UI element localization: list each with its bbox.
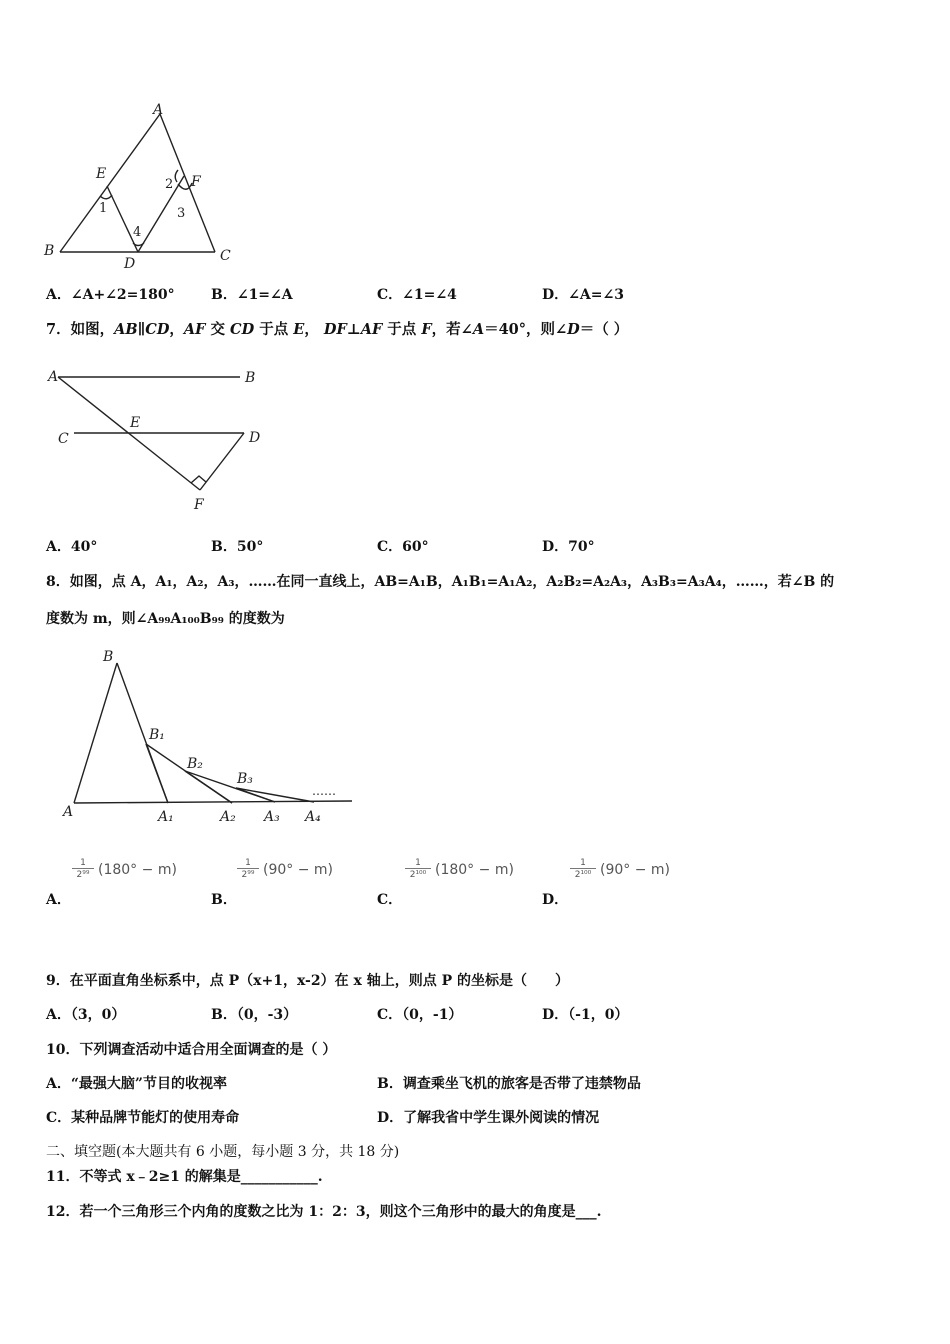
fraction-bar — [405, 868, 431, 869]
label-a4: A₄ — [305, 809, 321, 825]
segment-ab — [74, 663, 117, 803]
fraction-bar — [72, 868, 94, 869]
label-f: F — [194, 497, 204, 513]
label-b3: B₃ — [237, 771, 253, 787]
label-angle-2: 2 — [165, 177, 174, 192]
label-a3: A₃ — [264, 809, 280, 825]
fraction-bar — [570, 868, 596, 869]
label-d: D — [249, 430, 261, 446]
option-expression: (180° − m) — [98, 862, 177, 878]
label-continuation-dots: …… — [312, 784, 336, 798]
angle-1-arc — [100, 195, 112, 199]
option-expression: (90° − m) — [600, 862, 671, 878]
segment-b3a3 — [236, 788, 275, 802]
q6-option-a[interactable]: A．∠A+∠2=180° — [46, 287, 175, 303]
label-angle-4: 4 — [133, 225, 142, 240]
q10-stem: 10．下列调查活动中适合用全面调查的是（ ） — [46, 1042, 337, 1058]
option-letter: C． — [377, 892, 403, 908]
q8-stem-line1: 8．如图，点 A，A₁，A₂，A₃，……在同一直线上，AB=A₁B，A₁B₁=A₁A₂，A₂B₂=A₂A₃，A₃B₃=A₃A₄，……，若∠B 的 — [46, 574, 835, 590]
parallel-lines-figure-q7 — [44, 360, 274, 515]
segment-b3a4 — [236, 788, 314, 802]
label-a1: A₁ — [158, 809, 174, 825]
q10-option-a[interactable]: A．“最强大脑”节目的收视率 — [46, 1076, 227, 1092]
fraction-numerator: 1 — [580, 858, 586, 868]
line-df — [200, 433, 244, 490]
q9-option-a[interactable]: A．（3，0） — [46, 1007, 126, 1023]
option-letter: A． — [46, 892, 71, 908]
segment-b1a1 — [146, 744, 168, 803]
label-f: F — [191, 174, 201, 190]
q6-option-b[interactable]: B．∠1=∠A — [211, 287, 293, 303]
q9-option-d[interactable]: D．（-1，0） — [542, 1007, 629, 1023]
section-title-fill-in: 二、填空题(本大题共有 6 小题，每小题 3 分，共 18 分) — [46, 1144, 400, 1160]
label-d: D — [124, 256, 136, 272]
fraction-numerator: 1 — [80, 858, 86, 868]
q6-option-d[interactable]: D．∠A=∠3 — [542, 287, 624, 303]
q10-option-d[interactable]: D．了解我省中学生课外阅读的情况 — [377, 1110, 600, 1126]
option-expression: (90° − m) — [263, 862, 334, 878]
fraction-denominator: 2¹⁰⁰ — [409, 870, 427, 880]
triangle-figure-q6 — [40, 100, 240, 272]
q11-text: 11．不等式 x﹣2≥1 的解集是___________. — [46, 1169, 323, 1185]
fraction-denominator: 2⁹⁹ — [241, 870, 255, 880]
q7-option-b[interactable]: B．50° — [211, 539, 264, 555]
q7-stem: 7．如图，AB∥CD，AF 交 CD 于点 E， DF⊥AF 于点 F，若∠A＝40°，则∠D＝（ ） — [46, 321, 629, 338]
label-b: B — [103, 649, 114, 665]
label-c: C — [220, 248, 231, 264]
angle-2-arc — [175, 170, 178, 182]
q9-stem: 9．在平面直角坐标系中，点 P（x+1，x-2）在 x 轴上，则点 P 的坐标是（ ） — [46, 973, 569, 989]
label-a: A — [63, 804, 74, 820]
q7-option-d[interactable]: D．70° — [542, 539, 595, 555]
option-letter: B． — [211, 892, 237, 908]
fraction-bar — [237, 868, 259, 869]
label-a: A — [48, 369, 59, 385]
q6-option-c[interactable]: C．∠1=∠4 — [377, 287, 457, 303]
option-expression: (180° − m) — [435, 862, 514, 878]
label-angle-1: 1 — [99, 201, 108, 216]
q10-option-b[interactable]: B．调查乘坐飞机的旅客是否带了违禁物品 — [377, 1076, 641, 1092]
label-b2: B₂ — [187, 756, 203, 772]
right-angle-mark — [191, 476, 206, 483]
q9-option-c[interactable]: C．（0，-1） — [377, 1007, 463, 1023]
fraction-numerator: 1 — [415, 858, 421, 868]
segment-b2a2 — [185, 771, 232, 803]
q7-option-c[interactable]: C．60° — [377, 539, 429, 555]
side-ab — [60, 114, 160, 252]
label-a: A — [153, 102, 164, 118]
label-a2: A₂ — [220, 809, 236, 825]
fraction-denominator: 2⁹⁹ — [76, 870, 90, 880]
option-letter: D． — [542, 892, 569, 908]
fraction-denominator: 2¹⁰⁰ — [574, 870, 592, 880]
label-b: B — [245, 370, 256, 386]
q9-option-b[interactable]: B．（0，-3） — [211, 1007, 298, 1023]
label-c: C — [58, 431, 69, 447]
fraction-numerator: 1 — [245, 858, 251, 868]
q7-option-a[interactable]: A．40° — [46, 539, 98, 555]
q10-option-c[interactable]: C．某种品牌节能灯的使用寿命 — [46, 1110, 240, 1126]
label-e: E — [130, 415, 141, 431]
label-b: B — [44, 243, 55, 259]
q12-text: 12．若一个三角形三个内角的度数之比为 1：2：3，则这个三角形中的最大的角度是___. — [46, 1204, 602, 1220]
q8-stem-line2: 度数为 m，则∠A₉₉A₁₀₀B₉₉ 的度数为 — [46, 611, 285, 627]
label-angle-3: 3 — [177, 206, 186, 221]
label-b1: B₁ — [149, 727, 165, 743]
triangle-chain-figure-q8 — [60, 645, 360, 830]
label-e: E — [96, 166, 107, 182]
